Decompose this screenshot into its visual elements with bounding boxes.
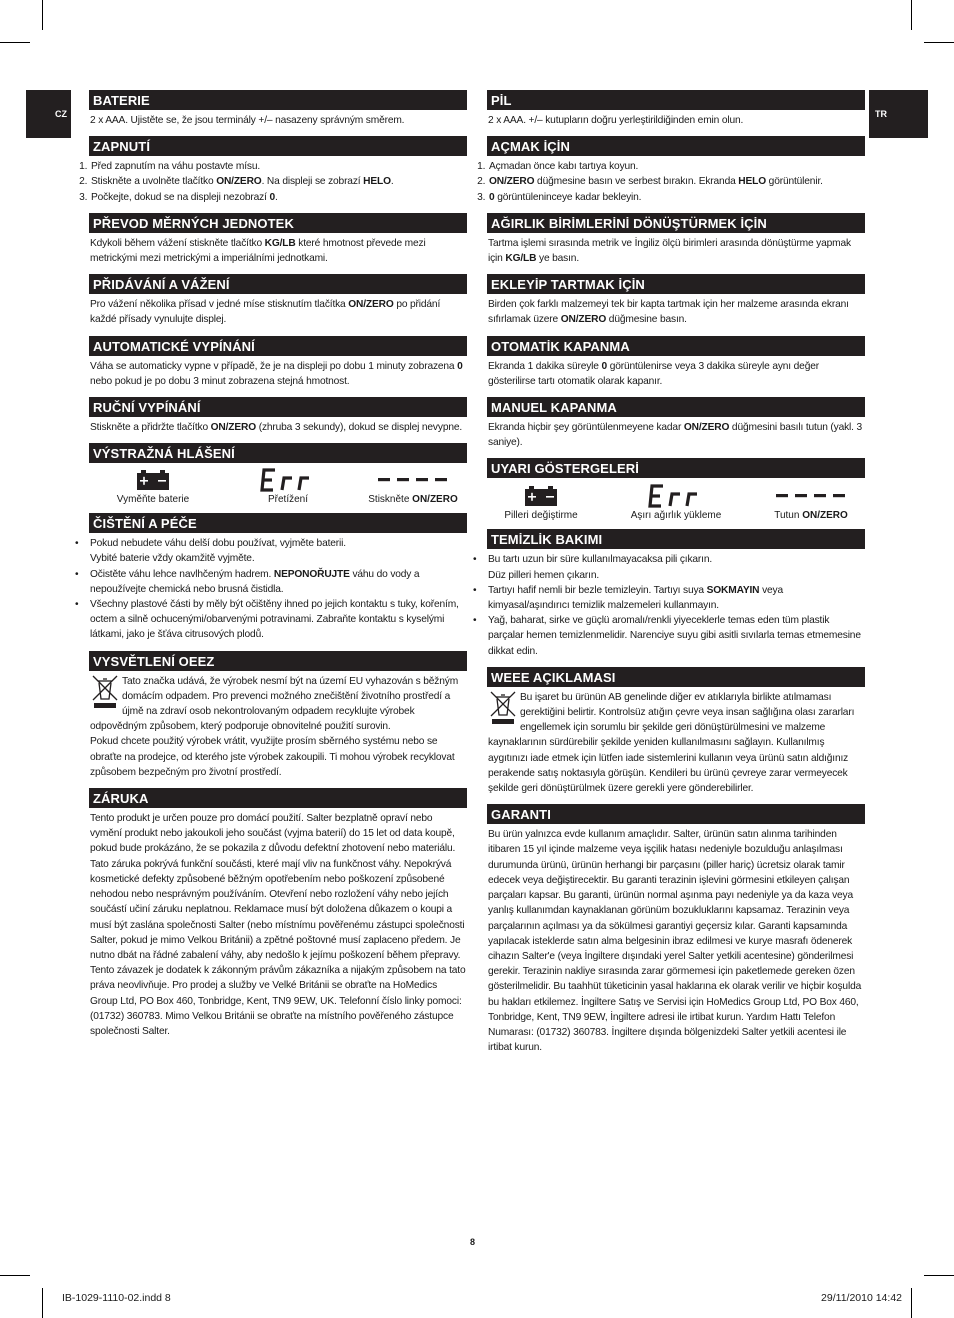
crop-mark: [0, 42, 30, 43]
list-item: 2. ON/ZERO düğmesine basın ve serbest bırakın. Ekranda HELO görüntülenir.: [488, 174, 865, 189]
crop-mark: [0, 1275, 30, 1276]
crop-mark: [924, 1275, 954, 1276]
section-header: AĞIRLIK BİRİMLERİNİ DÖNÜŞTÜRMEK İÇİN: [487, 213, 865, 233]
list-item: • Pokud nebudete váhu delší dobu používat, vyjměte baterii. Vybité baterie vždy okamžitě vyjměte.: [90, 536, 467, 566]
dashes-display-icon: [378, 475, 448, 485]
section-rucni: [89, 397, 467, 435]
section-header: EKLEYİP TARTMAK İÇİN: [487, 274, 865, 294]
section-text: Ekranda hiçbir şey görüntülenmeyene kadar ON/ZERO düğmesini basılı tutun (yakl. 3 saniye).: [488, 422, 863, 449]
section-header: VYSVĚTLENÍ OEEZ: [89, 651, 467, 671]
section-text: Tato značka udává, že výrobek nesmí být na území EU vyhazován s běžným domácím odpadem. Pro prevenci možného znečištění životního prostředí a újmě na zdraví osob nekontrolovaným odpadem recyklujte výrobek odpovědným způsobem, který podporuje obnovitelné použití surovin. Pokud chcete použitý výrobek vrátit, využijte prosím sběrného systému nebo se obraťte na prodejce, od kterého jste výrobek zakoupili. Ti mohou výrobek recyklovat způsobem bezpečným pro životní prostředí.: [90, 675, 459, 778]
bullet-list: [89, 536, 467, 642]
steps-list: [89, 159, 467, 205]
section-oeez: [89, 651, 467, 780]
list-item: 3. 0 görüntüleninceye kadar bekleyin.: [488, 190, 865, 205]
section-prevod: [89, 213, 467, 266]
section-baterie: [89, 90, 467, 128]
section-pil: [487, 90, 865, 128]
warning-label: Přetížení: [267, 494, 309, 506]
battery-icon: [525, 486, 557, 506]
list-item: • Yağ, baharat, sirke ve güçlü aromalı/renkli yiyeceklerle temas eden tüm plastik parçalar hemen temizlenmelidir. Narenciye suyu gibi asitli sıvılarla temas etmemesine dikkat edin.: [488, 613, 865, 659]
section-header: PŘIDÁVÁNÍ A VÁŽENÍ: [89, 274, 467, 294]
section-text: Váha se automaticky vypne v případě, že je na displeji po dobu 1 minuty zobrazena 0 nebo pokud je po dobu 3 minut zobrazena stejná hmotnost.: [90, 360, 463, 387]
page-number: 8: [470, 1237, 476, 1247]
dashes-display-icon: [776, 491, 846, 501]
section-header: RUČNÍ VYPÍNÁNÍ: [89, 397, 467, 417]
language-tab-tr: TR: [869, 90, 928, 138]
warning-indicators: [89, 466, 467, 505]
list-item: • Všechny plastové části by měly být očištěny ihned po jejich kontaktu s tuky, kořením, octem a silně ochucenými/obarvenými potravinami. Zabraňte kontaktu s kyselými látkami, jako je šťáva citrusových plodů.: [90, 597, 467, 643]
section-garanti: [487, 804, 865, 1055]
section-cisteni: [89, 513, 467, 642]
section-zaruka: [89, 788, 467, 1039]
steps-list: [487, 159, 865, 205]
warning-overload: [248, 466, 328, 505]
warning-battery: [491, 482, 591, 521]
section-temizlik: [487, 529, 865, 658]
section-header: AUTOMATICKÉ VYPÍNÁNÍ: [89, 336, 467, 356]
warning-label: Stiskněte ON/ZERO: [368, 494, 458, 506]
section-text: Pro vážení několika přísad v jedné míse stisknutím tlačítka ON/ZERO po přidání každé přísady vynulujte displej.: [90, 299, 441, 326]
section-header: GARANTI: [487, 804, 865, 824]
section-text: Kdykoli během vážení stiskněte tlačítko KG/LB které hmotnost převede mezi metrickými mezi metrickými a imperiálními jednotkami.: [90, 237, 426, 265]
warning-label: Vyměňte baterie: [116, 494, 190, 506]
list-item: 1. Před zapnutím na váhu postavte mísu.: [90, 159, 467, 174]
warning-overload: [621, 482, 731, 521]
section-otomatik: [487, 336, 865, 389]
section-header: VÝSTRAŽNÁ HLÁŠENÍ: [89, 443, 467, 463]
section-text: 2 x AAA. Ujistěte se, že jsou terminály +/– nasazeny správným směrem.: [90, 115, 405, 126]
warning-dashes: [363, 466, 463, 505]
section-text: Ekranda 1 dakika süreyle 0 görüntülenirse veya 3 dakika süreyle aynı değer gösterilirse tartı otomatik olarak kapanır.: [488, 360, 819, 387]
section-text: Bu işaret bu ürünün AB genelinde diğer ev atıklarıyla birlikte atılmaması gerektiğini belirtir. Kontrolsüz atığın çevre veya insan sağlığına olası zararları engellemek için sorumlu bir şekilde geri dönüştürülmesini ve malzeme kaynaklarının sürdürebilir şekilde yeniden kullanılmasını sağlayın. Kullanılmış aygıtınızı iade etmek için lütfen iade sistemlerini kullanın veya ürünü satın aldığınız perakende satış noktasıyla görüşün. Kendileri bu ürünü çevreye zarar vermeyecek şekilde geri dönüştürülmek üzere gerekli yere gönderebilirler.: [488, 691, 855, 795]
section-acmak: [487, 136, 865, 205]
crop-mark: [911, 1288, 912, 1318]
warning-label: Tutun ON/ZERO: [774, 510, 848, 522]
section-pridavani: [89, 274, 467, 327]
section-weee: [487, 667, 865, 796]
section-automaticke: [89, 336, 467, 389]
section-text: 2 x AAA. +/– kutupların doğru yerleştirildiğinden emin olun.: [488, 115, 744, 126]
column-cz: [89, 90, 467, 1047]
list-item: • Bu tartı uzun bir süre kullanılmayacaksa pili çıkarın. Düz pilleri hemen çıkarın.: [488, 552, 865, 582]
warning-indicators: [487, 482, 865, 521]
section-header: TEMİZLİK BAKIMI: [487, 529, 865, 549]
crop-mark: [924, 42, 954, 43]
section-header: WEEE AÇIKLAMASI: [487, 667, 865, 687]
section-header: PİL: [487, 90, 865, 110]
section-header: AÇMAK İÇİN: [487, 136, 865, 156]
section-text: Stiskněte a přidržte tlačítko ON/ZERO (zhruba 3 sekundy), dokud se displej nevypne.: [90, 422, 463, 434]
section-header: UYARI GÖSTERGELERİ: [487, 458, 865, 478]
list-item: • Očistěte váhu lehce navlhčeným hadrem. NEPONOŘUJTE váhu do vody a nepoužívejte chemická nebo brusná čistidla.: [90, 567, 467, 597]
section-header: PŘEVOD MĚRNÝCH JEDNOTEK: [89, 213, 467, 233]
footer-datetime: 29/11/2010 14:42: [821, 1292, 902, 1304]
list-item: 3. Počkejte, dokud se na displeji nezobrazí 0.: [90, 190, 467, 205]
crop-mark: [911, 0, 912, 30]
section-text: Tartma işlemi sırasında metrik ve İngiliz ölçü birimleri arasında dönüştürme yapmak için KG/LB ye basın.: [488, 237, 851, 265]
battery-icon: [137, 470, 169, 490]
section-text: Tento produkt je určen pouze pro domácí použití. Salter bezplatně opraví nebo vymění produkt nebo jakoukoli jeho součást (vyjma baterií) do 15 let od data koupě, pokud bude prokázáno, že se pokazila z důvodu defektní zhotovení nebo materiálu. Tato záruka pokrývá funkční součásti, které mají vliv na funkčnost váhy. Nepokrývá kosmetické defekty způsobené běžným opotřebením nebo poškození způsobené nehodou nebo nesprávným používáním. Otevření nebo rozložení váhy nebo jejích součástí učiní záruku neplatnou. Reklamace musí být doložena důkazem o koupi a musí být zaslána společnosti Salter (nebo místnímu pověřenému zástupci společnosti Salter, pokud je mimo Velkou Británii) a zpětné poštovné musí zaplaceno předem. Je nutno dbát na řádné zabalení váhy, aby nedošlo k jejímu poškození během přepravy. Tento závazek je dodatek k zákonným právům zákazníka a nijakým způsobem na tato práva neovlivňuje. Pro prodej a služby ve Velké Británii se obraťte na HoMedics Group Ltd, PO Box 460, Tonbridge, Kent, TN9 9EW, UK. Telefonní číslo linky pomoci: (01732) 360783. Mimo Velkou Británii se obraťte na místního pověřeného zástupce společnosti Salter.: [90, 813, 466, 1037]
bullet-list: [487, 552, 865, 658]
warning-label: Aşırı ağırlık yükleme: [630, 510, 722, 522]
section-manuel: [487, 397, 865, 450]
section-zapnuti: [89, 136, 467, 205]
list-item: 1. Açmadan önce kabı tartıya koyun.: [488, 159, 865, 174]
err-display-icon: [260, 468, 316, 492]
footer-file: IB-1029-1110-02.indd 8: [62, 1292, 171, 1304]
section-agirlik: [487, 213, 865, 266]
section-header: ZAPNUTÍ: [89, 136, 467, 156]
section-header: ČIŠTĚNÍ A PÉČE: [89, 513, 467, 533]
warning-battery: [93, 466, 213, 505]
crop-mark: [42, 1288, 43, 1318]
section-ekleyip: [487, 274, 865, 327]
section-uyari: [487, 458, 865, 521]
section-header: OTOMATİK KAPANMA: [487, 336, 865, 356]
column-tr: [487, 90, 865, 1063]
list-item: • Tartıyı hafif nemli bir bezle temizleyin. Tartıyı suya SOKMAYIN veya kimyasal/aşındırıcı temizlik malzemeleri kullanmayın.: [488, 583, 865, 613]
warning-label: Pilleri değiştirme: [504, 510, 578, 522]
section-text: Bu ürün yalnızca evde kullanım amaçlıdır. Salter, ürünün satın alınma tarihinden itibaren 15 yıl içinde malzeme veya işçilik hatası nedeniyle bozulduğu anlaşılması durumunda ürünü, ürünün herhangi bir parçasını (piller hariç) ücretsiz olarak tamir edecek veya değiştirecektir. Bu garanti terazinin işlevini görmesini etkileyen çalışan parçaları kapsar. Bu garanti, ürünün normal aşınma payı nedeniyle ya da kaza veya yanlış kullanımdan kaynaklanan görünüm bozukluklarını kapsamaz. Terazinin veya parçalarının açılması ya da sökülmesi garantiyi geçersiz kılar. Garanti kapsamında yapılacak isteklerde satın alma belgesinin ibraz edilmesi ve kurye masrafı ödenerek cihazın Salter'e (veya İngiltere dışındaki yerel Salter yetkili acentesine) gönderilmesi gerekir. Terazinin nakliye sırasında zarar görmemesi için paketlemede gereken özen gösterilmelidir. Bu taahhüt tüketicinin yasal haklarına ek olarak verilir ve hiçbir koşulda bu hakları etkilemez. İngiltere Satış ve Servisi için HoMedics Group Ltd, PO Box 460, Tonbridge, Kent, TN9 9EW, İngiltere adresi ile irtibat kurun. Yardım Hattı Telefon Numarası: (01732) 360783. İngiltere dışında bölgenizdeki Salter yetkili acentesi ile irtibat kurun.: [488, 829, 862, 1054]
section-header: BATERIE: [89, 90, 467, 110]
crossed-bin-icon: [488, 691, 518, 725]
warning-dashes: [761, 482, 861, 521]
crop-mark: [42, 0, 43, 30]
section-header: ZÁRUKA: [89, 788, 467, 808]
list-item: 2. Stiskněte a uvolněte tlačítko ON/ZERO. Na displeji se zobrazí HELO.: [90, 174, 467, 189]
crossed-bin-icon: [90, 675, 120, 709]
section-vystrazna: [89, 443, 467, 505]
language-tab-cz: CZ: [26, 90, 71, 138]
section-header: MANUEL KAPANMA: [487, 397, 865, 417]
section-text: Birden çok farklı malzemeyi tek bir kapta tartmak için her malzeme arasında ekranı sıfırlamak üzere ON/ZERO düğmesine basın.: [488, 299, 849, 326]
err-display-icon: [648, 484, 704, 508]
